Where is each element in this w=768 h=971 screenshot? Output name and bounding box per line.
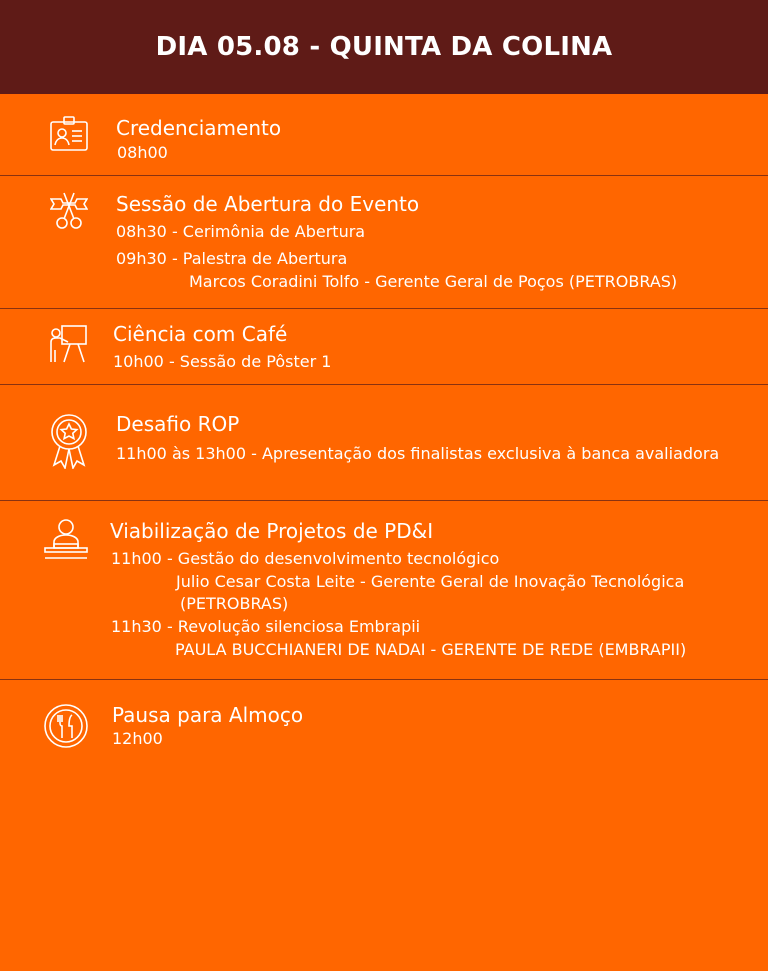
id-card-icon bbox=[50, 116, 88, 152]
section-title-desafio: Desafio ROP bbox=[116, 412, 240, 436]
divider bbox=[0, 384, 768, 385]
divider bbox=[0, 175, 768, 176]
divider bbox=[0, 500, 768, 501]
section-title-abertura: Sessão de Abertura do Evento bbox=[116, 192, 420, 216]
section-line: 09h30 - Palestra de Abertura bbox=[116, 249, 348, 268]
page-title: DIA 05.08 - QUINTA DA COLINA bbox=[155, 32, 613, 62]
section-title-credenciamento: Credenciamento bbox=[116, 116, 282, 140]
cutlery-icon bbox=[43, 703, 89, 749]
section-line: 11h30 - Revolução silenciosa Embrapii bbox=[111, 617, 421, 636]
divider bbox=[0, 308, 768, 309]
speaker-name: PAULA BUCCHIANERI DE NADAI - GERENTE DE REDE (EMBRAPII) bbox=[175, 640, 687, 659]
ribbon-cutting-icon bbox=[50, 191, 88, 231]
speaker-name: Marcos Coradini Tolfo - Gerente Geral de Poços (PETROBRAS) bbox=[189, 272, 678, 291]
section-title-viabilizacao: Viabilização de Projetos de PD&I bbox=[110, 519, 434, 543]
presenter-icon bbox=[48, 324, 88, 364]
section-line: 11h00 às 13h00 - Apresentação dos finalistas exclusiva à banca avaliadora bbox=[116, 444, 720, 463]
divider bbox=[0, 679, 768, 680]
section-line: 08h00 bbox=[117, 143, 168, 162]
section-title-ciencia: Ciência com Café bbox=[113, 322, 288, 346]
section-line: 11h00 - Gestão do desenvolvimento tecnológico bbox=[111, 549, 500, 568]
section-line: 08h30 - Cerimônia de Abertura bbox=[116, 222, 366, 241]
section-line: 12h00 bbox=[112, 729, 163, 748]
speaker-name: Julio Cesar Costa Leite - Gerente Geral de Inovação Tecnológica bbox=[176, 572, 685, 591]
section-title-almoco: Pausa para Almoço bbox=[112, 703, 304, 727]
speaker-org: (PETROBRAS) bbox=[180, 594, 289, 613]
page-header bbox=[0, 0, 768, 94]
award-icon bbox=[50, 413, 88, 469]
speaker-podium-icon bbox=[44, 518, 88, 560]
section-line: 10h00 - Sessão de Pôster 1 bbox=[113, 352, 332, 371]
